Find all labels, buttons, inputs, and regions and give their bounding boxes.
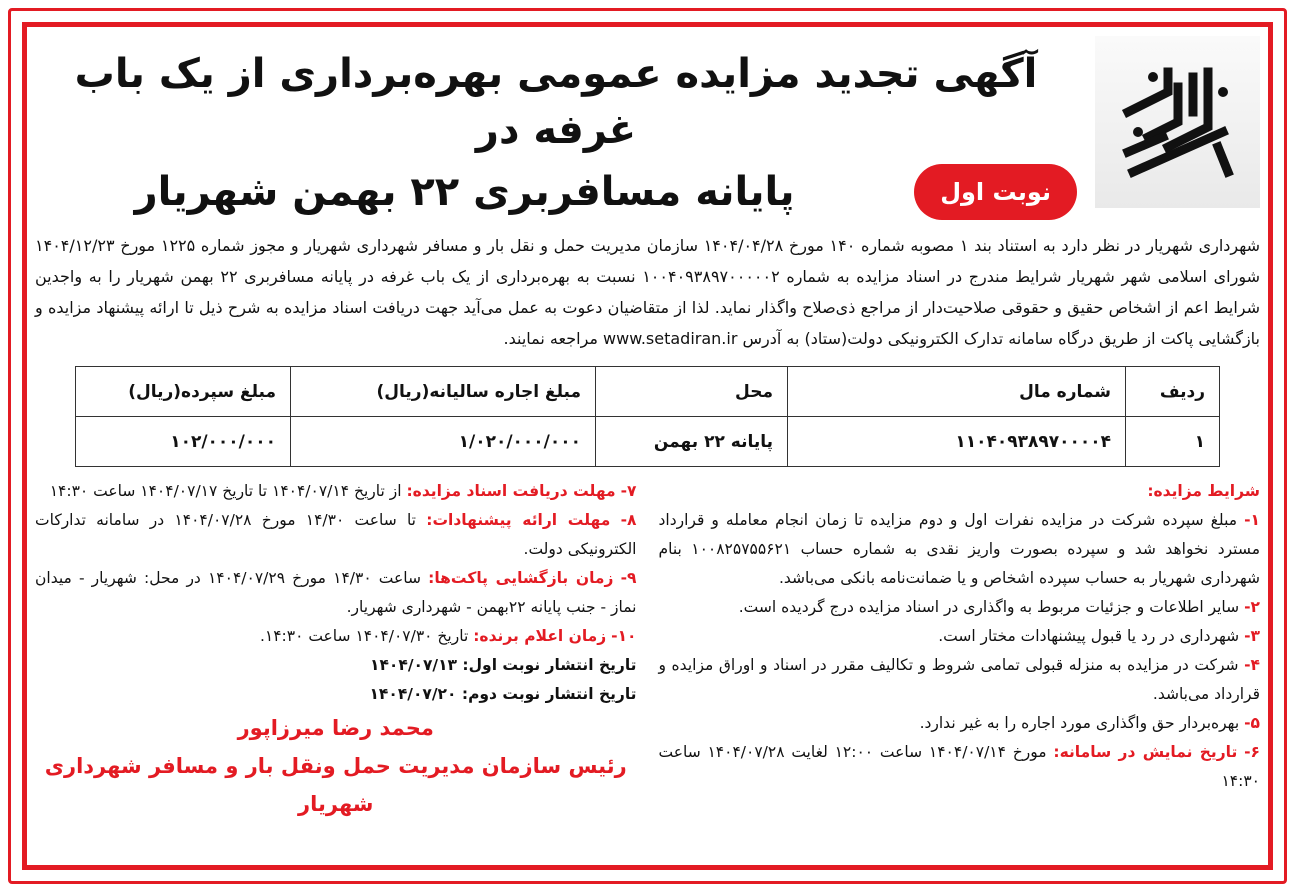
signatory-role: رئیس سازمان مدیریت حمل ونقل بار و مسافر شهرداری شهریار <box>44 754 627 816</box>
cell-location: پایانه ۲۲ بهمن <box>596 417 788 467</box>
cell-deposit: ۱۰۲/۰۰۰/۰۰۰ <box>76 417 291 467</box>
header-deposit: مبلغ سپرده(ریال) <box>76 367 291 417</box>
logo-calligraphy-icon <box>1108 52 1248 192</box>
notice-page <box>35 0 1260 859</box>
intro-paragraph: شهرداری شهریار در نظر دارد به استناد بند ۱ مصوبه شماره ۱۴۰ مورخ ۱۴۰۴/۰۴/۲۸ سازمان مدیریت حمل و نقل بار و مسافر شهرداری شهریار و مجوز شماره ۱۲۲۵ مورخ ۱۴۰۴/۱۲/۲۳ شورای اسلامی شهر شهریار شرایط مندرج در اسناد مزایده به شماره ۱۰۰۴۰۹۳۸۹۷۰۰۰۰۰۲ نسبت به بهره‌برداری از یک باب غرفه در پایانه مسافربری ۲۲ بهمن شهریار را به واجدین شرایط اعم از اشخاص حقیق و حقوقی صلاحیت‌دار از مراجع ذی‌صلاح واگذار نماید. لذا از متقاضیان دعوت به عمل می‌آید جهت دریافت اسناد مزایده به شرح ذیل تا ارائه پیشنهاد مزایده و بازگشایی پاکت از طریق درگاه سامانه تدارک الکترونیکی دولت(ستاد) به آدرس www.setadiran.ir مراجعه نمایند. <box>35 236 1261 348</box>
condition-item: ۲- سایر اطلاعات و جزئیات مربوط به واگذاری در اسناد مزایده درج گردیده است. <box>738 598 1260 616</box>
condition-item: ۴- شرکت در مزایده به منزله قبولی تمامی شروط و تکالیف مقرر در اسناد و اوراق مزایده و قرارداد می‌باشد. <box>658 656 1260 703</box>
table-row <box>76 417 1220 467</box>
condition-item: ۵- بهره‌بردار حق واگذاری مورد اجاره را به غیر ندارد. <box>919 714 1260 732</box>
header-annual-rent: مبلغ اجاره سالیانه(ریال) <box>291 367 596 417</box>
header-location: محل <box>596 367 788 417</box>
condition-item: ۷- مهلت دریافت اسناد مزایده: از تاریخ ۱۴۰۴/۰۷/۱۴ تا تاریخ ۱۴۰۴/۰۷/۱۷ ساعت ۱۴:۳۰ <box>49 482 637 500</box>
header-row-number: ردیف <box>1126 367 1220 417</box>
header-item-number: شماره مال <box>788 367 1126 417</box>
conditions-column-right <box>659 477 1261 823</box>
conditions-columns <box>35 477 1260 823</box>
first-publication-badge: نوبت اول <box>914 164 1077 220</box>
notice-header <box>35 36 1260 220</box>
signatory-name: محمد رضا میرزاپور <box>237 716 434 740</box>
cell-row-number: ۱ <box>1126 417 1220 467</box>
conditions-column-left <box>35 477 637 823</box>
ad-title-line1: آگهی تجدید مزایده عمومی بهره‌برداری از یک باب غرفه در <box>74 51 1038 153</box>
conditions-heading: شرایط مزایده: <box>1147 482 1260 500</box>
condition-item: ۶- تاریخ نمایش در سامانه: مورخ ۱۴۰۴/۰۷/۱۴ ساعت ۱۲:۰۰ لغایت ۱۴۰۴/۰۷/۲۸ ساعت ۱۴:۳۰ <box>658 743 1260 790</box>
title-line2-row <box>35 164 1077 220</box>
condition-item: ۹- زمان بازگشایی پاکت‌ها: ساعت ۱۴/۳۰ مورخ ۱۴۰۴/۰۷/۲۹ در محل: شهریار - میدان نماز - جنب پایانه ۲۲بهمن - شهرداری شهریار. <box>35 569 637 616</box>
condition-item: ۸- مهلت ارائه پیشنهادات: تا ساعت ۱۴/۳۰ مورخ ۱۴۰۴/۰۷/۲۸ در سامانه تدارکات الکترونیکی دولت. <box>35 511 637 558</box>
first-publication-date: تاریخ انتشار نوبت اول: ۱۴۰۴/۰۷/۱۳ <box>370 656 637 674</box>
second-publication-date: تاریخ انتشار نوبت دوم: ۱۴۰۴/۰۷/۲۰ <box>369 685 637 703</box>
condition-item: ۱۰- زمان اعلام برنده: تاریخ ۱۴۰۴/۰۷/۳۰ ساعت ۱۴:۳۰. <box>259 627 637 645</box>
title-block <box>35 36 1077 220</box>
condition-item: ۳- شهرداری در رد یا قبول پیشنهادات مختار است. <box>938 627 1260 645</box>
cell-item-number: ۱۱۰۴۰۹۳۸۹۷۰۰۰۰۴ <box>788 417 1126 467</box>
municipality-logo <box>1095 36 1260 208</box>
ad-title-line2: پایانه مسافربری ۲۲ بهمن شهریار <box>134 169 795 215</box>
table-header-row <box>76 367 1220 417</box>
condition-item: ۱- مبلغ سپرده شرکت در مزایده نفرات اول و دوم مزایده تا زمان انجام معامله و قرارداد مسترد نخواهد شد و سپرده بصورت واریز نقدی به شماره حساب ۱۰۰۸۲۵۷۵۵۶۲۱ بنام شهرداری شهریار به حساب سپرده اشخاص و یا ضمانت‌نامه بانکی می‌باشد. <box>658 511 1260 587</box>
cell-annual-rent: ۱/۰۲۰/۰۰۰/۰۰۰ <box>291 417 596 467</box>
auction-items-table <box>75 366 1220 467</box>
